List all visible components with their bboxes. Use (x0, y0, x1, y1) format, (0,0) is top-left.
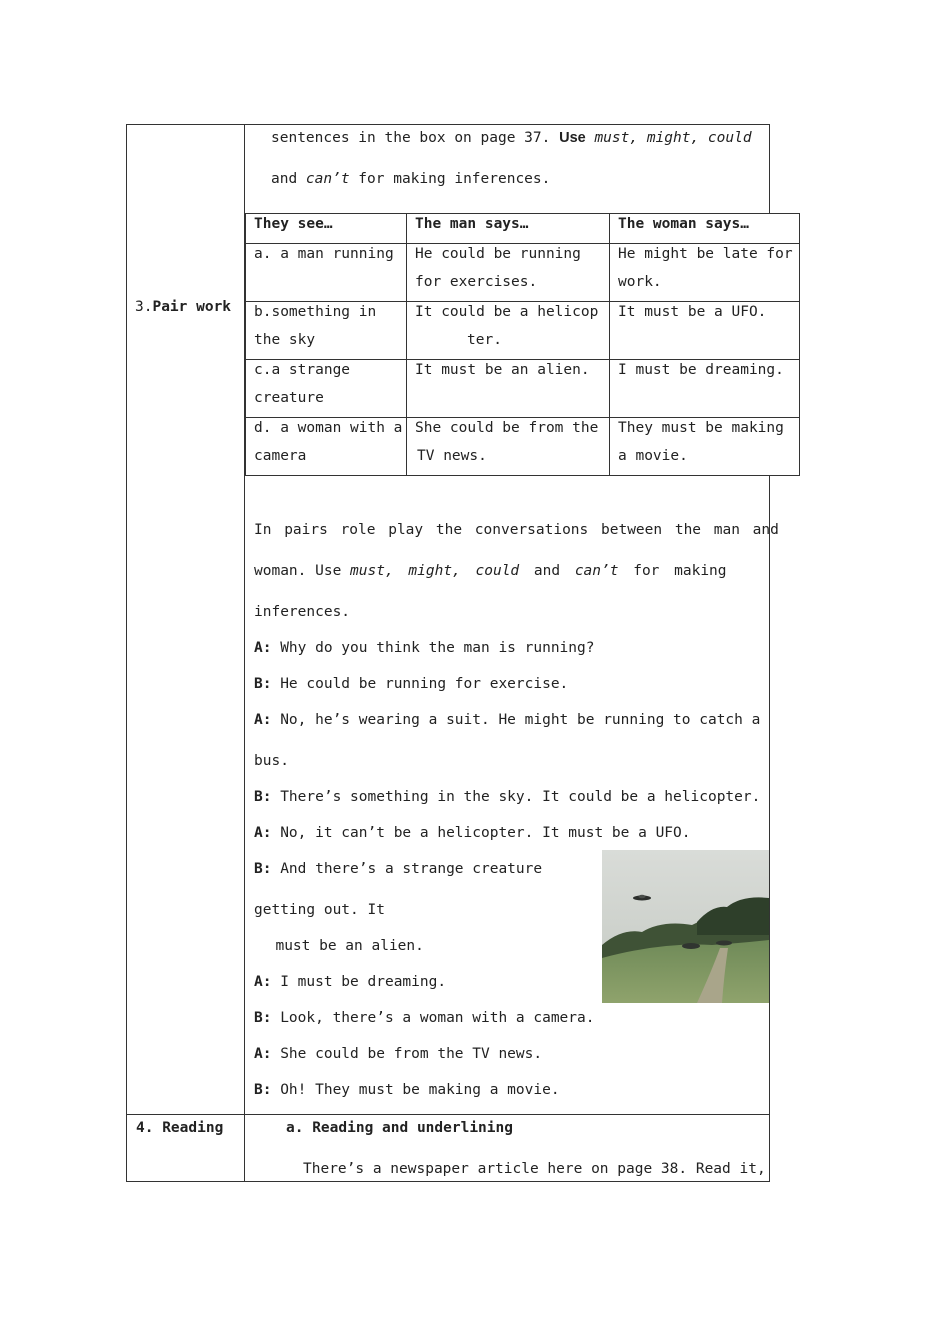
table-row-divider (246, 243, 800, 244)
table-header: The woman says… (618, 216, 749, 232)
outer-border-left (126, 124, 127, 1182)
speaker: A: (254, 974, 272, 990)
intro-line-2 (271, 171, 550, 187)
ufo-landscape-photo (602, 850, 769, 1003)
intro-use: Use (559, 130, 586, 146)
intro-text: sentences in the box on page 37. (271, 130, 560, 146)
speaker: A: (254, 712, 272, 728)
instruction-text: for making (618, 563, 727, 579)
dialogue-text: She could be from the TV news. (280, 1046, 543, 1062)
instruction-text: woman. Use (254, 563, 351, 579)
table-col-divider (609, 214, 610, 476)
dialogue-text: There’s something in the sky. It could be a helicopter. (280, 789, 761, 805)
dialogue-line (254, 974, 446, 990)
table-cell: It could be a helicop (415, 304, 599, 320)
dialogue-line (254, 1010, 594, 1026)
table-cell: He could be running (415, 246, 581, 262)
dialogue-text: Oh! They must be making a movie. (280, 1082, 560, 1098)
table-cell: c.a strange (254, 362, 351, 378)
section-label-pair-work (135, 299, 231, 315)
reading-text: There’s a newspaper article here on page 38. Read it, (303, 1161, 766, 1177)
dialogue-line (254, 712, 760, 728)
table-cell: camera (254, 448, 307, 464)
table-header: They see… (254, 216, 333, 232)
table-cell: It must be an alien. (415, 362, 590, 378)
dialogue-line (254, 640, 594, 656)
dialogue-line (254, 676, 568, 692)
table-cell: He might be late for (618, 246, 793, 262)
table-cell: creature (254, 390, 324, 406)
roleplay-instruction (254, 563, 727, 579)
dialogue-text: Look, there’s a woman with a camera. (280, 1010, 595, 1026)
section-title: Pair work (152, 299, 232, 315)
table-cell: TV news. (417, 448, 487, 464)
dialogue-text: must be an alien. (258, 938, 424, 954)
dialogue-line (254, 789, 760, 805)
table-cell: She could be from the (415, 420, 599, 436)
table-header: The man says… (415, 216, 529, 232)
dialogue-line (254, 1046, 542, 1062)
table-cell: b.something in (254, 304, 377, 320)
table-cell: work. (618, 274, 662, 290)
dialogue-text: Why do you think the man is running? (280, 640, 595, 656)
instruction-modals: must, might, could (350, 563, 520, 579)
roleplay-instruction: In pairs role play the conversations between the man and (254, 522, 779, 538)
dialogue-line (254, 753, 289, 769)
dialogue-line (254, 902, 385, 918)
dialogue-line (254, 861, 542, 877)
outer-border-right-lower (769, 476, 770, 1182)
table-cell: the sky (254, 332, 316, 348)
dialogue-text: getting out. It (254, 902, 385, 918)
inferences-table (245, 213, 800, 476)
speaker: B: (254, 1010, 272, 1026)
dialogue-text: No, he’s wearing a suit. He might be running to catch a (280, 712, 761, 728)
table-cell: d. a woman with a (254, 420, 403, 436)
section-divider (126, 1114, 770, 1115)
section-number: 3. (135, 299, 153, 315)
dialogue-text: He could be running for exercise. (280, 676, 569, 692)
speaker: A: (254, 825, 272, 841)
reading-heading: a. Reading and underlining (286, 1120, 513, 1136)
instruction-modal: can’t (574, 563, 619, 579)
outer-border-top (126, 124, 770, 125)
dialogue-text: bus. (254, 753, 289, 769)
table-cell: It must be a UFO. (618, 304, 767, 320)
table-row-divider (246, 301, 800, 302)
intro-text: for making inferences. (349, 171, 551, 187)
speaker: B: (254, 861, 272, 877)
speaker: B: (254, 676, 272, 692)
roleplay-instruction: inferences. (254, 604, 351, 620)
dialogue-text: And there’s a strange creature (280, 861, 543, 877)
table-col-divider (406, 214, 407, 476)
speaker: B: (254, 1082, 272, 1098)
table-cell: a movie. (618, 448, 688, 464)
table-row-divider (246, 359, 800, 360)
table-cell: for exercises. (415, 274, 538, 290)
table-cell: I must be dreaming. (618, 362, 784, 378)
outer-border-right-upper (769, 124, 770, 213)
intro-modals: must, might, could (594, 130, 752, 146)
intro-line-1 (271, 130, 752, 146)
table-cell: a. a man running (254, 246, 394, 262)
section-title: Reading (162, 1120, 224, 1136)
intro-modal: can’t (305, 171, 350, 187)
dialogue-line (254, 1082, 560, 1098)
table-cell: ter. (467, 332, 502, 348)
speaker: A: (254, 1046, 272, 1062)
dialogue-text: No, it can’t be a helicopter. It must be a UFO. (280, 825, 691, 841)
table-cell: They must be making (618, 420, 784, 436)
speaker: B: (254, 789, 272, 805)
section-label-reading (136, 1120, 223, 1136)
table-row-divider (246, 417, 800, 418)
intro-text: and (271, 171, 306, 187)
outer-border-bottom (126, 1181, 770, 1182)
dialogue-line (254, 825, 691, 841)
dialogue-line (258, 938, 424, 954)
instruction-text: and (519, 563, 575, 579)
speaker: A: (254, 640, 272, 656)
section-number: 4. (136, 1120, 154, 1136)
dialogue-text: I must be dreaming. (280, 974, 447, 990)
